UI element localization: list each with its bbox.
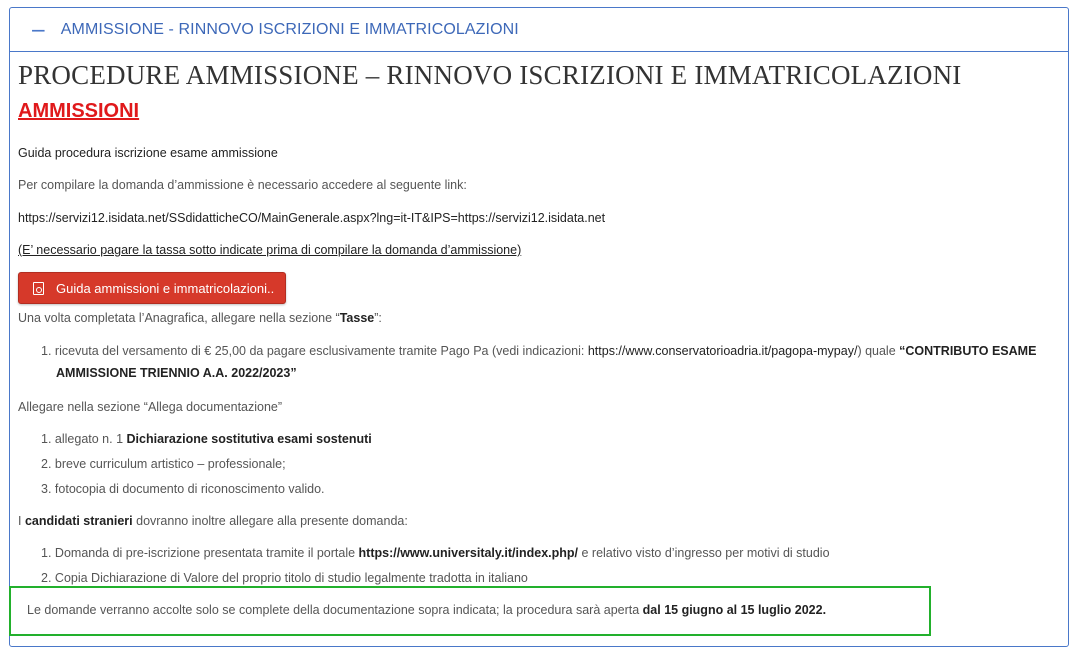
allega-intro: Allegare nella sezione “Allega documentazione” xyxy=(18,400,283,414)
list-item: 2. Copia Dichiarazione di Valore del proprio titolo di studio legalmente tradotta in italiano xyxy=(41,571,528,585)
guide-pdf-button-label: Guida ammissioni e immatricolazioni.. xyxy=(56,280,275,296)
list-item: 1. Domanda di pre-iscrizione presentata tramite il portale https://www.universitaly.it/index.php/ e relativo visto d’ingresso per motivi di studio xyxy=(41,546,830,560)
accordion-header[interactable] xyxy=(10,8,1068,52)
intro-text: Per compilare la domanda d’ammissione è necessario accedere al seguente link: xyxy=(18,178,467,192)
pagopa-link[interactable]: https://www.conservatorioadria.it/pagopa-mypay/ xyxy=(587,344,858,358)
anagrafica-text: Una volta completata l’Anagrafica, allegare nella sezione “Tasse”: xyxy=(18,311,382,325)
accordion-title[interactable]: AMMISSIONE - RINNOVO ISCRIZIONI E IMMATRICOLAZIONI xyxy=(60,20,519,38)
list-item: 1. ricevuta del versamento di € 25,00 da pagare esclusivamente tramite Pago Pa (vedi indicazioni: https://www.conservatorioadria.it/pagopa-mypay/) quale “CONTRIBUTO ESAME xyxy=(41,344,1037,358)
minus-icon[interactable]: − xyxy=(30,17,47,42)
page-title: PROCEDURE AMMISSIONE – RINNOVO ISCRIZIONI E IMMATRICOLAZIONI xyxy=(18,60,962,90)
list-item: 3. fotocopia di documento di riconoscimento valido. xyxy=(41,482,325,496)
fee-note: (E’ necessario pagare la tassa sotto indicate prima di compilare la domanda d’ammissione) xyxy=(18,243,522,257)
guide-title: Guida procedura iscrizione esame ammissione xyxy=(18,146,278,160)
isidata-link[interactable]: https://servizi12.isidata.net/SSdidatticheCO/MainGenerale.aspx?lng=it-IT&IPS=https://servizi12.isidata.net xyxy=(18,211,606,225)
section-heading-ammissioni: AMMISSIONI xyxy=(18,100,140,122)
guide-pdf-button[interactable] xyxy=(18,272,286,304)
content-body xyxy=(18,60,1048,585)
universitaly-link[interactable]: https://www.universitaly.it/index.php/ xyxy=(358,546,579,560)
list-item: 1. allegato n. 1 Dichiarazione sostitutiva esami sostenuti xyxy=(41,432,372,446)
list-item-continuation: AMMISSIONE TRIENNIO A.A. 2022/2023” xyxy=(56,366,297,380)
stranieri-intro: I candidati stranieri dovranno inoltre allegare alla presente domanda: xyxy=(18,514,408,528)
pdf-icon xyxy=(33,282,44,295)
list-item: 2. breve curriculum artistico – professionale; xyxy=(41,457,286,471)
deadline-notice: Le domande verranno accolte solo se complete della documentazione sopra indicata; la procedura sarà aperta dal 15 giugno al 15 luglio 2022. xyxy=(27,603,827,617)
